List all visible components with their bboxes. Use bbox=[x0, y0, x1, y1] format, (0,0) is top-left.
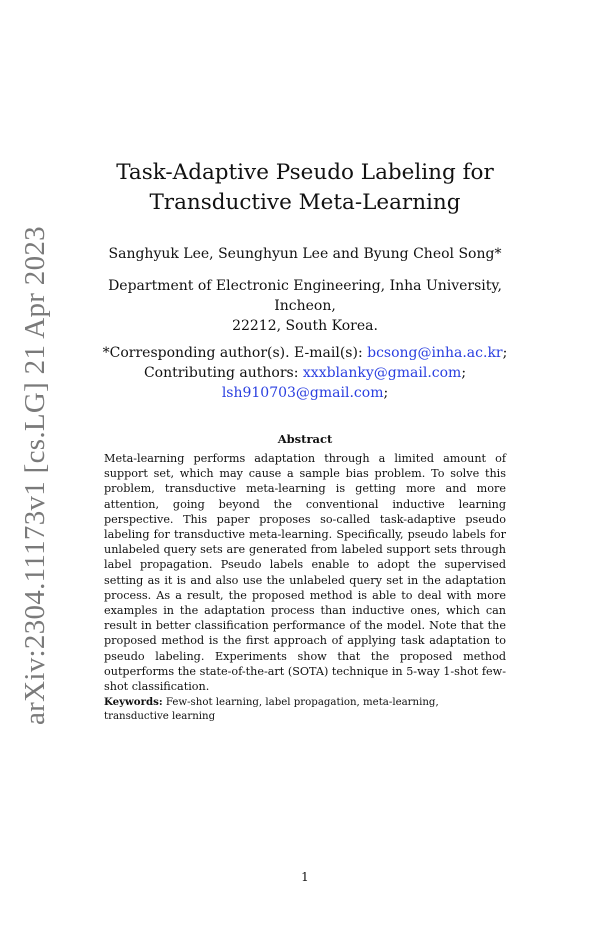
contributing-email-link-1[interactable]: xxxblanky@gmail.com bbox=[302, 365, 462, 381]
contributing-authors-line bbox=[80, 363, 530, 383]
affiliation-line-2: 22212, South Korea. bbox=[232, 318, 378, 334]
keywords-text: Few-shot learning, label propagation, meta-learning, transductive learning bbox=[104, 697, 439, 722]
contributing-email-link-2[interactable]: lsh910703@gmail.com bbox=[221, 385, 384, 401]
affiliation bbox=[80, 276, 530, 336]
author-list: Sanghyuk Lee, Seunghyun Lee and Byung Cheol Song* bbox=[108, 246, 502, 262]
corresponding-email-link[interactable]: bcsong@inha.ac.kr bbox=[367, 345, 503, 361]
keywords bbox=[104, 695, 506, 724]
contributing-prefix: Contributing authors: bbox=[143, 365, 303, 381]
contributing-authors-line-2 bbox=[80, 383, 530, 403]
contributing-suffix: ; bbox=[383, 385, 389, 401]
title-line-2: Transductive Meta-Learning bbox=[149, 190, 461, 215]
keywords-label: Keywords: bbox=[104, 696, 163, 708]
affiliation-line-1: Department of Electronic Engineering, Inha University, Incheon, bbox=[108, 278, 502, 314]
corresponding-suffix: ; bbox=[502, 345, 508, 361]
corresponding-prefix: *Corresponding author(s). E-mail(s): bbox=[102, 345, 368, 361]
corresponding-author-line bbox=[80, 343, 530, 363]
abstract-body: Meta-learning performs adaptation through a limited amount of support set, which may cause a sample bias problem. To solve this problem, transductive meta-learning is getting more and more attention, going beyond the conventional inductive learning perspective. This paper proposes so-called task-adaptive pseudo labeling for transductive meta-learning. Specifically, pseudo labels for unlabeled query sets are generated from labeled support sets through label propagation. Pseudo labels enable to adopt the supervised setting as it is and also use the unlabeled query set in the adaptation process. As a result, the proposed method is able to deal with more examples in the adaptation process than inductive ones, which can result in better classification performance of the model. Note that the proposed method is the first approach of applying task adaptation to pseudo labeling. Experiments show that the proposed method outperforms the state-of-the-art (SOTA) technique in 5-way 1-shot few-shot classification. bbox=[104, 452, 506, 694]
page-number: 1 bbox=[301, 870, 309, 884]
abstract-heading: Abstract bbox=[277, 432, 333, 446]
title-line-1: Task-Adaptive Pseudo Labeling for bbox=[116, 160, 494, 185]
arxiv-identifier-stamp bbox=[5, 155, 65, 795]
contributing-separator: ; bbox=[461, 365, 467, 381]
contact-info bbox=[80, 343, 530, 403]
paper-title bbox=[80, 158, 530, 218]
arxiv-identifier-text: arXiv:2304.11173v1 [cs.LG] 21 Apr 2023 bbox=[18, 225, 51, 725]
